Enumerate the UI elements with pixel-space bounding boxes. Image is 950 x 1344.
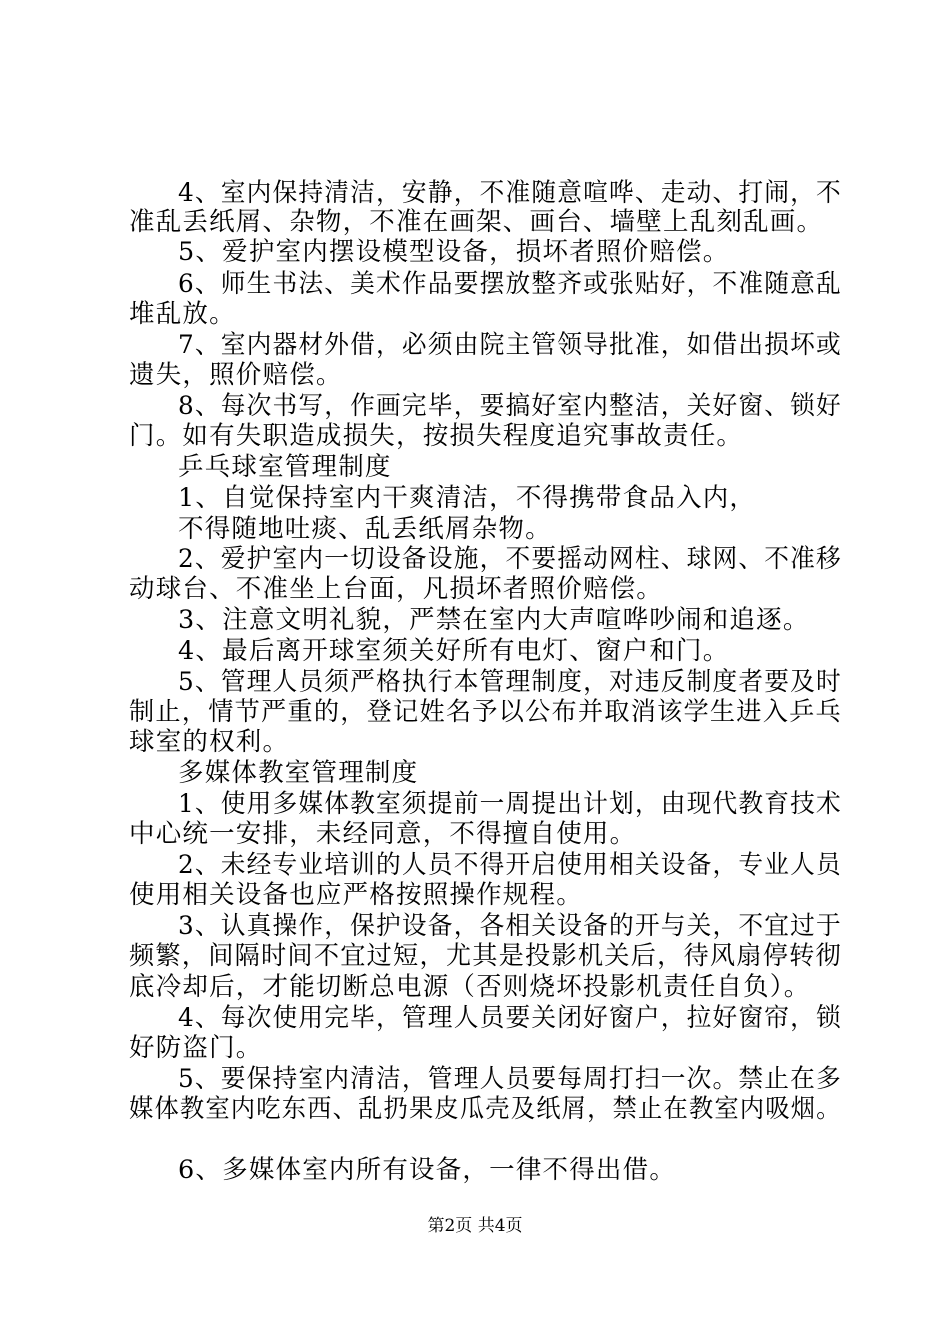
text-line: 1、使用多媒体教室须提前一周提出计划，由现代教育技术 (178, 789, 842, 819)
text-line: 不得随地吐痰、乱丢纸屑杂物。 (178, 514, 552, 544)
text-line: 遗失，照价赔偿。 (129, 360, 343, 390)
text-line: 球室的权利。 (129, 727, 290, 757)
text-line: 4、最后离开球室须关好所有电灯、窗户和门。 (178, 636, 730, 666)
text-line: 门。如有失职造成损失，按损失程度追究事故责任。 (129, 421, 744, 451)
text-line: 制止，情节严重的，登记姓名予以公布并取消该学生进入乒乓 (129, 697, 842, 727)
page-number-footer: 第2页 共4页 (427, 1216, 523, 1236)
text-line: 1、自觉保持室内干爽清洁，不得携带食品入内， (178, 483, 757, 513)
text-line: 3、认真操作，保护设备，各相关设备的开与关，不宜过于 (178, 911, 842, 941)
text-line: 6、师生书法、美术作品要摆放整齐或张贴好，不准随意乱 (178, 269, 842, 299)
text-line: 堆乱放。 (129, 299, 236, 329)
text-line: 2、爱护室内一切设备设施，不要摇动网柱、球网、不准移 (178, 544, 842, 574)
text-line: 频繁，间隔时间不宜过短，尤其是投影机关后，待风扇停转彻 (129, 941, 842, 971)
text-line: 中心统一安排，未经同意，不得擅自使用。 (129, 819, 637, 849)
text-line: 5、爱护室内摆设模型设备，损坏者照价赔偿。 (178, 237, 730, 267)
text-line: 准乱丢纸屑、杂物，不准在画架、画台、墙壁上乱刻乱画。 (129, 207, 824, 237)
text-line: 3、注意文明礼貌，严禁在室内大声喧哗吵闹和追逐。 (178, 605, 810, 635)
text-line: 好防盗门。 (129, 1033, 263, 1063)
text-line: 4、每次使用完毕，管理人员要关闭好窗户，拉好窗帘，锁 (178, 1003, 842, 1033)
text-line: 底冷却后，才能切断总电源（否则烧坏投影机责任自负）。 (129, 972, 811, 1002)
text-line: 7、室内器材外借，必须由院主管领导批准，如借出损坏或 (178, 330, 842, 360)
section-heading: 多媒体教室管理制度 (178, 758, 419, 788)
text-line: 6、多媒体室内所有设备，一律不得出借。 (178, 1155, 677, 1185)
section-heading: 乒乓球室管理制度 (178, 452, 392, 482)
text-line: 动球台、不准坐上台面，凡损坏者照价赔偿。 (129, 574, 664, 604)
text-line: 8、每次书写，作画完毕，要搞好室内整洁，关好窗、锁好 (178, 391, 842, 421)
text-line: 2、未经专业培训的人员不得开启使用相关设备，专业人员 (178, 850, 842, 880)
text-line: 5、管理人员须严格执行本管理制度，对违反制度者要及时 (178, 667, 842, 697)
text-line: 4、室内保持清洁，安静，不准随意喧哗、走动、打闹，不 (178, 178, 842, 208)
text-line: 媒体教室内吃东西、乱扔果皮瓜壳及纸屑，禁止在教室内吸烟。 (129, 1094, 842, 1124)
text-line: 5、要保持室内清洁，管理人员要每周打扫一次。禁止在多 (178, 1064, 842, 1094)
text-line: 使用相关设备也应严格按照操作规程。 (129, 880, 583, 910)
